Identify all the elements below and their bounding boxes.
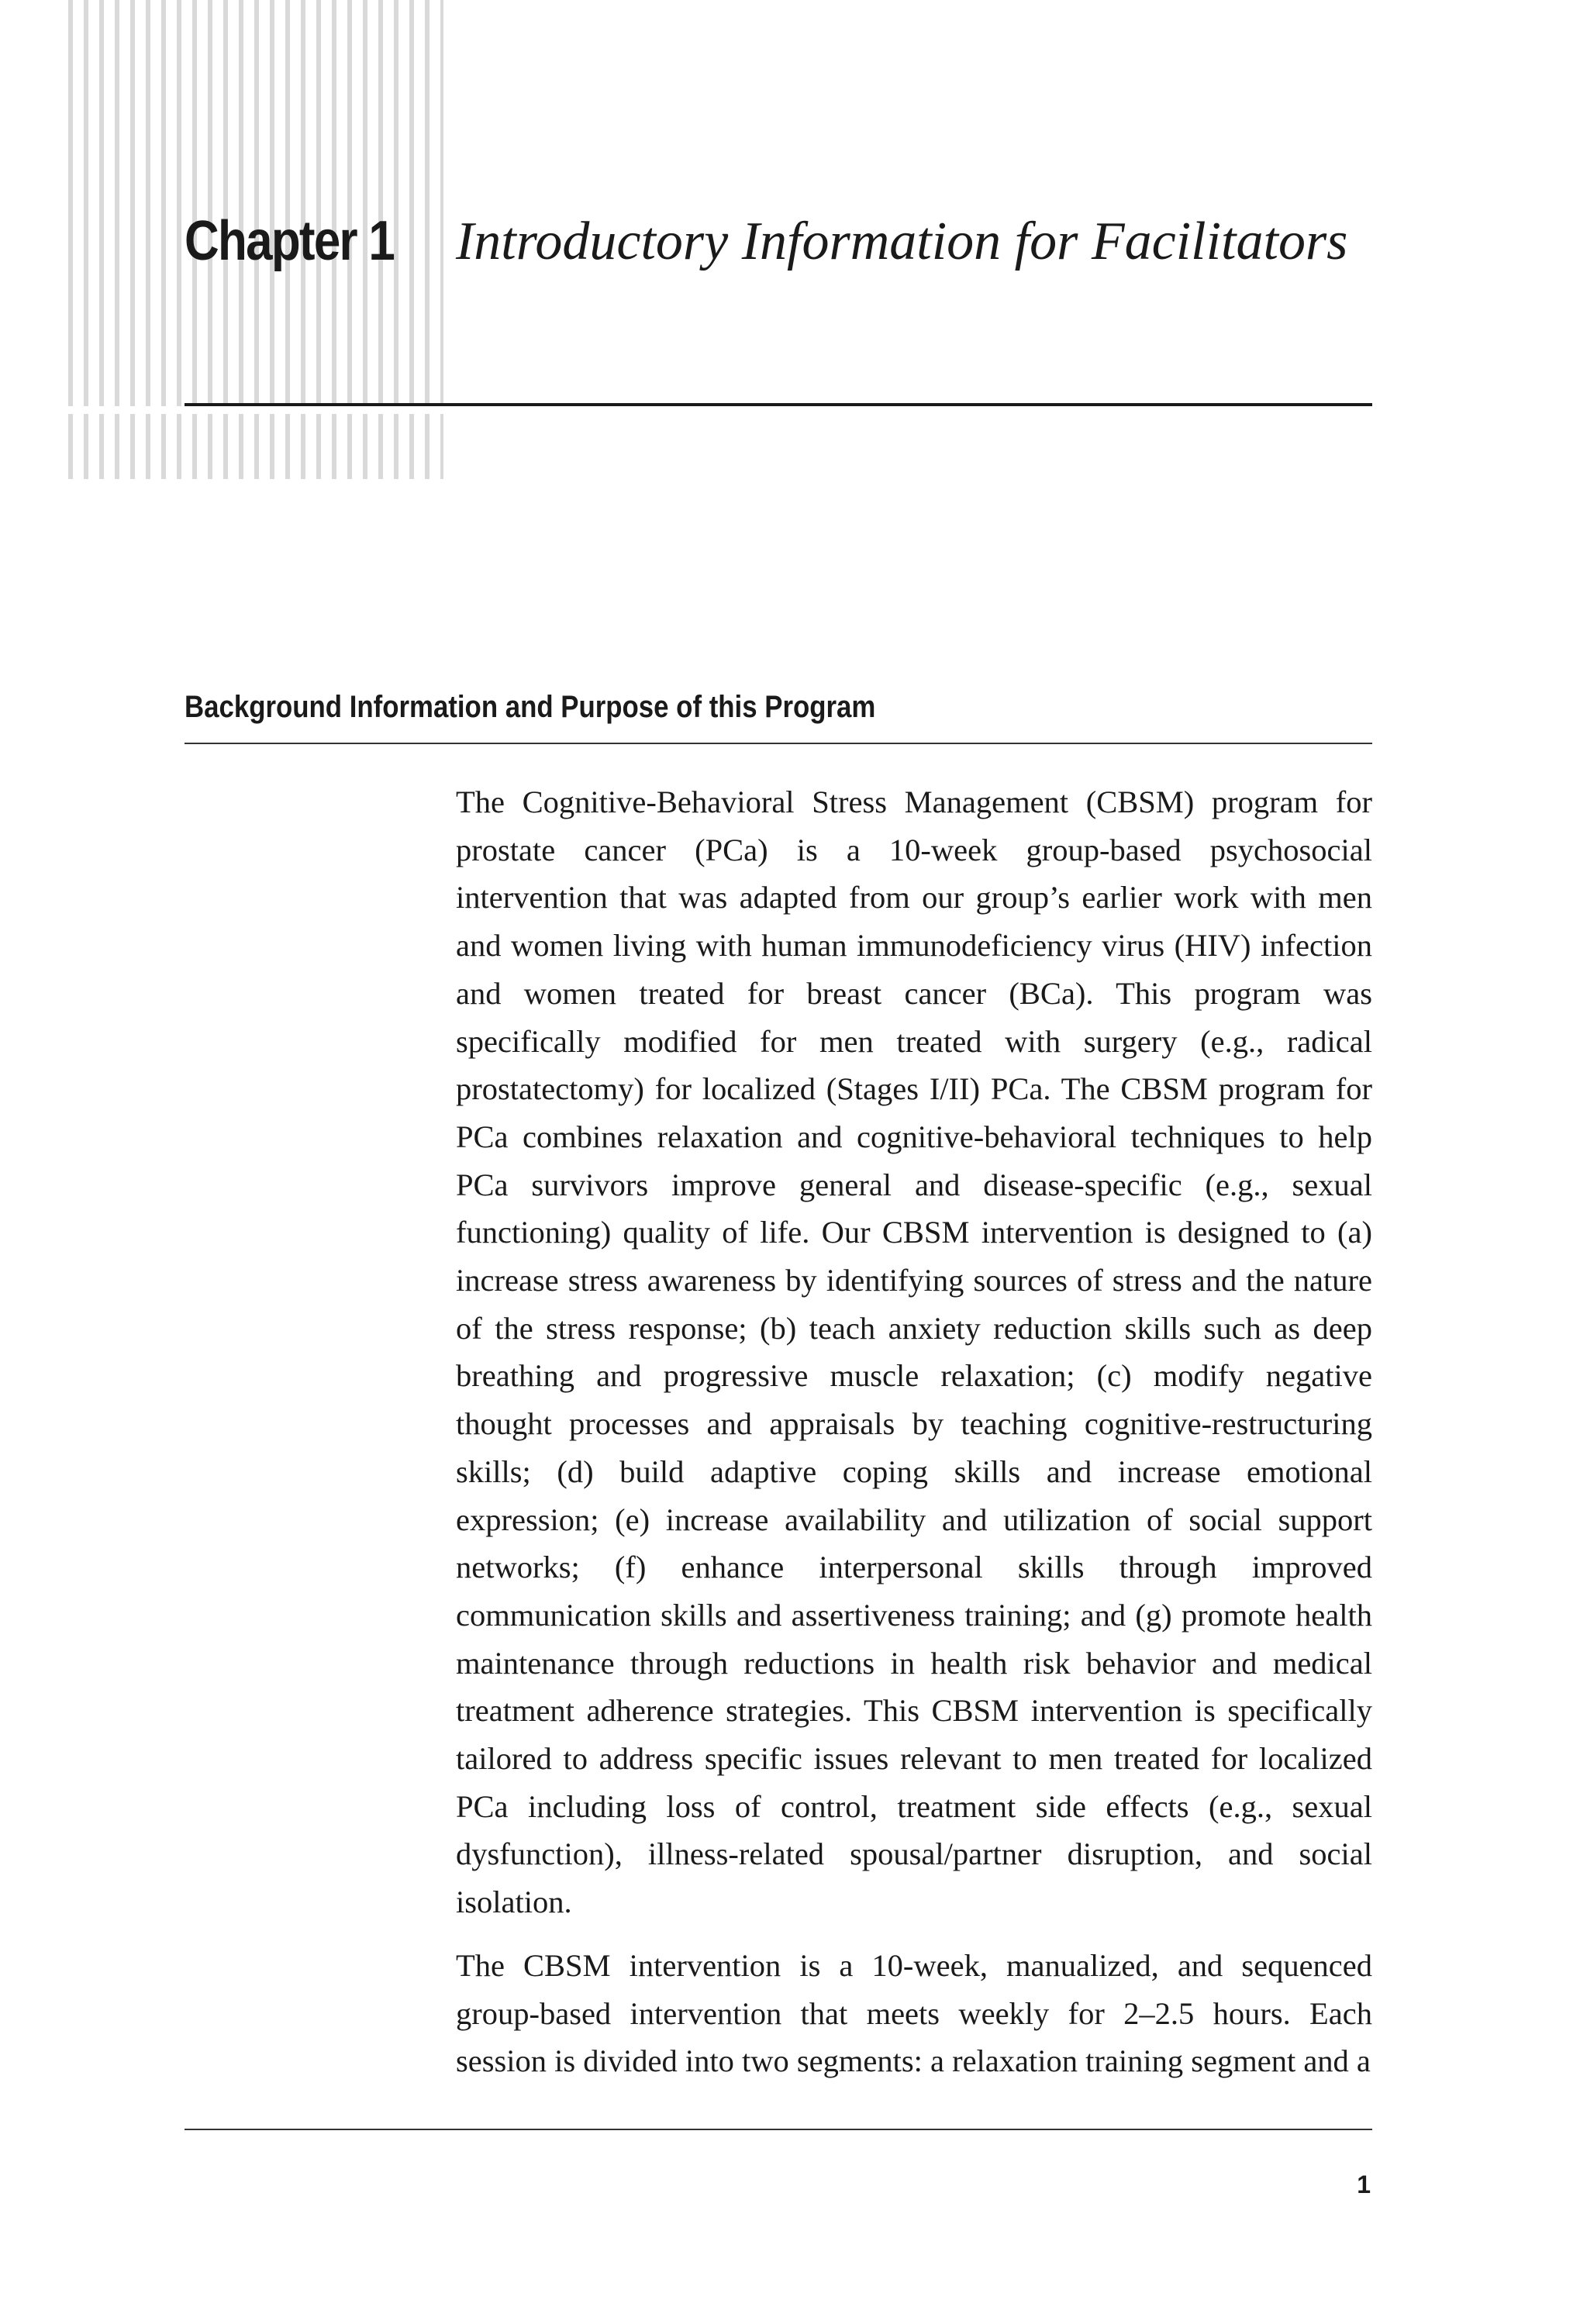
section-rule <box>185 743 1372 744</box>
body-text <box>456 778 1372 2101</box>
chapter-title: Introductory Information for Facilitators <box>456 212 1348 271</box>
paragraph: The Cognitive-Behavioral Stress Management (CBSM) program for prostate cancer (PCa) is a 10-week group-based psychosocial intervention that was adapted from our group’s earlier work with men and women living with human immunodeficiency virus (HIV) infection and women treated for breast cancer (BCa). This program was specifically modified for men treated with surgery (e.g., radical prostatectomy) for localized (Stages I/II) PCa. The CBSM program for PCa combines relaxation and cognitive-behavioral techniques to help PCa survivors improve general and disease-specific (e.g., sexual functioning) quality of life. Our CBSM intervention is designed to (a) increase stress awareness by identifying sources of stress and the nature of the stress response; (b) teach anxiety reduction skills such as deep breathing and progressive muscle relaxation; (c) modify negative thought processes and appraisals by teaching cognitive-restructuring skills; (d) build adaptive coping skills and increase emotional expression; (e) increase availability and utilization of social support networks; (f) enhance interpersonal skills through improved communication skills and assertiveness training; and (g) promote health maintenance through reductions in health risk behavior and medical treatment adherence strategies. This CBSM intervention is specifically tailored to address specific issues relevant to men treated for localized PCa including loss of control, treatment side effects (e.g., sexual dysfunction), illness-related spousal/partner disruption, and social isolation. <box>456 784 1372 1920</box>
footer-rule <box>185 2129 1372 2130</box>
stripes-gap <box>68 406 443 414</box>
paragraph: The CBSM intervention is a 10-week, manualized, and sequenced group-based intervention that meets weekly for 2–2.5 hours. Each session is divided into two segments: a relaxation training segment and a <box>456 1947 1372 2079</box>
page-number: 1 <box>1357 2171 1371 2198</box>
chapter-label: Chapter 1 <box>185 210 395 272</box>
chapter-rule <box>185 403 1372 406</box>
section-heading: Background Information and Purpose of this Program <box>185 690 876 724</box>
